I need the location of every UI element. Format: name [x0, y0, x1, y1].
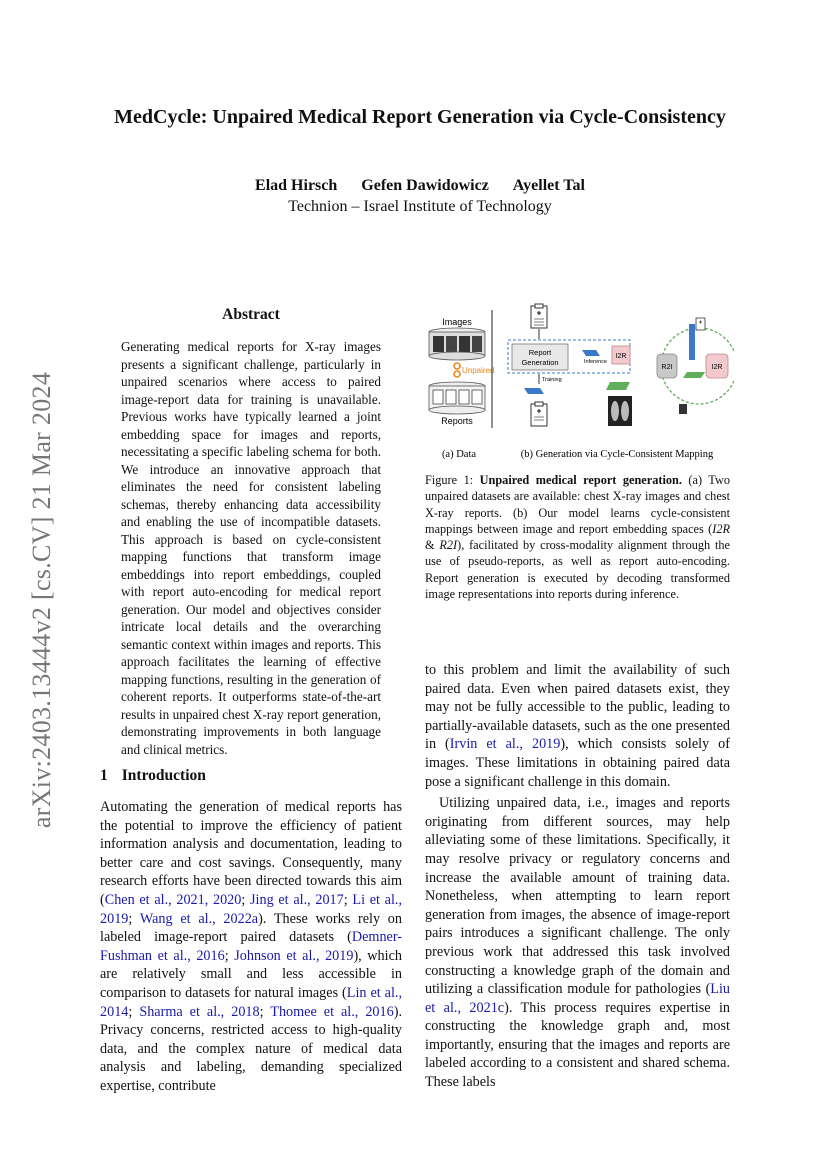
subcaption-b: (b) Generation via Cycle-Consistent Mapping: [520, 449, 714, 460]
citation-link[interactable]: Liu et al., 2021c: [425, 981, 730, 1016]
inference-label: Inference: [584, 359, 607, 365]
svg-text:R2I: R2I: [661, 364, 673, 371]
cycle-report-icon: [696, 318, 705, 330]
author-name: Gefen Dawidowicz: [361, 177, 489, 194]
images-label: Images: [442, 317, 472, 327]
author-list: [90, 177, 750, 195]
section-heading: [100, 767, 402, 785]
report-dataset-icon: [429, 382, 485, 414]
citation-link[interactable]: Sharma et al., 2018: [139, 1003, 260, 1020]
image-dataset-icon: [429, 328, 485, 360]
citation-link[interactable]: Wang et al., 2022a: [139, 910, 259, 927]
unpaired-link-icon: [454, 363, 460, 377]
subcaption-a: (a) Data: [441, 449, 477, 460]
paper-title: MedCycle: Unpaired Medical Report Generation via Cycle-Consistency: [114, 106, 726, 128]
output-report-icon: [531, 402, 547, 426]
arxiv-watermark: arXiv:2403.13444v2 [cs.CV] 21 Mar 2024: [27, 371, 56, 829]
reports-label: Reports: [441, 416, 473, 426]
section-number: 1: [100, 767, 108, 784]
citation-link[interactable]: Jing et al., 2017: [250, 891, 344, 908]
paragraph: to this problem and limit the availability of such paired data. Even when paired datasets exist, they may not be fully accessible to the public, leading to partially-available datasets, such as the one presented in (Irvin et al., 2019), which consists solely of images. These limitations in obtaining paired data pose a significant challenge in this domain.: [425, 662, 730, 790]
citation-link[interactable]: Irvin et al., 2019: [449, 736, 561, 753]
affiliation: Technion – Israel Institute of Technology: [288, 198, 552, 215]
intro-right-column: [425, 661, 730, 1092]
abstract-heading: Abstract: [222, 306, 280, 323]
author-name: Elad Hirsch: [255, 177, 338, 194]
section-title: Introduction: [121, 767, 206, 784]
citation-link[interactable]: Chen et al., 2021, 2020: [104, 891, 242, 908]
svg-text:Generation: Generation: [521, 358, 559, 367]
author-name: Ayellet Tal: [512, 177, 585, 194]
svg-text:Report: Report: [528, 348, 552, 357]
svg-text:I2R: I2R: [711, 364, 723, 371]
report-clipboard-icon: [531, 304, 547, 328]
unpaired-label: Unpaired: [462, 366, 495, 375]
citation-link[interactable]: Johnson et al., 2019: [234, 947, 354, 964]
abstract-text: Generating medical reports for X-ray images presents a significant challenge, particularly in unpaired scenarios where access to paired image-report data for training is unavailable. Previous works have typically learned a joint embedding space for images and reports, necessitating a specific labeling schema for both. We introduce an innovative approach that eliminates the need for consistent labeling schemas, thereby enhancing data accessibility and enabling the use of incompatible datasets. This approach is based on cycle-consistent mapping functions that transform image embeddings into report embeddings, coupled with report auto-encoding for medical report generation. Our model and objectives consider intricate local details and the overarching semantic context within images and reports. This approach facilitates the learning of effective mapping functions, resulting in the generation of coherent reports. It outperforms state-of-the-art results in unpaired chest X-ray report generation, demonstrating improvements in both language and clinical metrics.: [121, 339, 381, 757]
intro-left-paragraph: Automating the generation of medical reports has the potential to improve the efficiency of patient information analysis and documentation, leading to better care and cost savings. Consequently, many research efforts have been directed towards this aim (Chen et al., 2021, 2020; Jing et al., 2017; Li et al., 2019; Wang et al., 2022a). These works rely on labeled image-report paired datasets (Demner-Fushman et al., 2016; Johnson et al., 2019), which are relatively small and less accessible in comparison to datasets for natural images (Lin et al., 2014; Sharma et al., 2018; Thomee et al., 2016). Privacy concerns, restricted access to high-quality data, and the complex nature of medical data analysis and labeling, demanding specialized expertise, contribute: [100, 799, 403, 1094]
training-label: Training: [542, 377, 562, 383]
figure-caption: Figure 1: Unpaired medical report generation. (a) Two unpaired datasets are available: chest X-ray images and chest X-ray reports. (b) Our model learns cycle-consistent mappings between image and report embedding spaces (I2R & R2I), facilitated by cross-modality alignment through the use of pseudo-reports, as well as report auto-encoding. Report generation is executed by decoding transformed image representations into reports during inference.: [425, 473, 731, 602]
citation-link[interactable]: Li et al., 2019: [100, 891, 402, 927]
citation-link[interactable]: Lin et al., 2014: [100, 984, 403, 1020]
paragraph: Utilizing unpaired data, i.e., images and reports originating from different sources, may help alleviating some of these limitations. Specifically, it may resolve privacy or regulatory concerns and increase the available amount of training data. Nonetheless, when attempting to learn report generation from images, the absence of image-report pairs introduces a significant challenge. The only previous work that addressed this task involved constructing a knowledge graph of the domain and utilizing a classification module for pathologies (Liu et al., 2021c). This process requires expertise in constructing the knowledge graph and, most importantly, ensuring that the images and reports are labeled according to a consistent and shared schema. These labels: [425, 795, 730, 1091]
citation-link[interactable]: Demner-Fushman et al., 2016: [100, 929, 402, 964]
figure-1-diagram: [424, 300, 734, 460]
svg-text:I2R: I2R: [615, 353, 627, 360]
citation-link[interactable]: Thomee et al., 2016: [270, 1003, 394, 1020]
xray-image-icon: [608, 396, 632, 426]
